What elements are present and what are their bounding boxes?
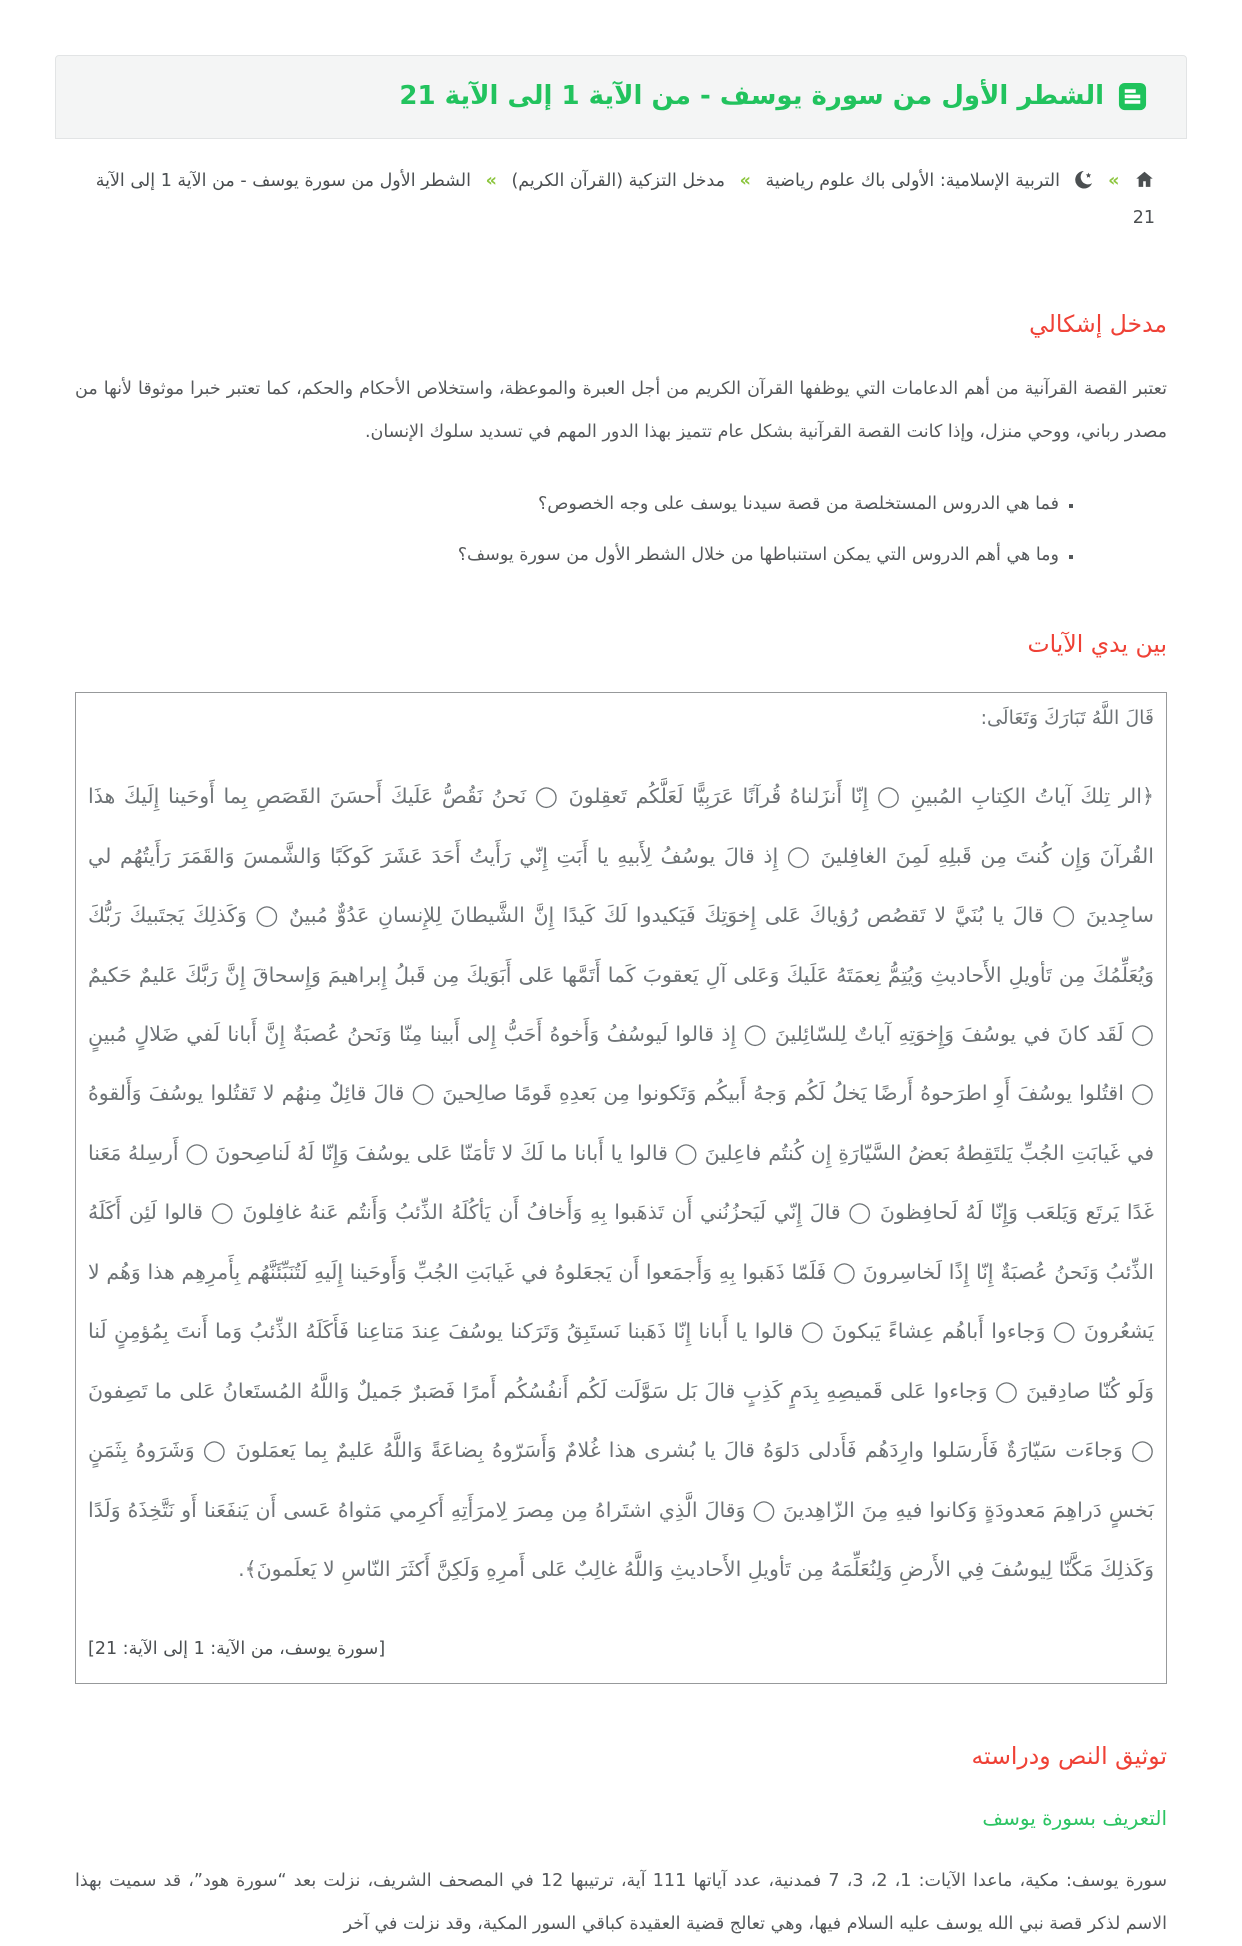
intro-questions-list [75, 488, 1167, 573]
breadcrumb-link-subject[interactable]: التربية الإسلامية: الأولى باك علوم رياضية [765, 170, 1060, 191]
study-paragraph: سورة يوسف: مكية، ماعدا الآيات: 1، 2، 3، 7 فمدنية، عدد آياتها 111 آية، ترتيبها 12 في المصحف الشريف، نزلت بعد “سورة هود”، قد سميت بهذا الاسم لذكر قصة نبي الله يوسف عليه السلام فيها، وهي تعالج قضية العقيدة كباقي السور المكية، وقد نزلت في آخر [75, 1871, 1168, 1935]
breadcrumb [55, 139, 1187, 252]
breadcrumb-link-unit[interactable]: مدخل التزكية (القرآن الكريم) [511, 170, 725, 191]
verses-reference: [سورة يوسف، من الآية: 1 إلى الآية: 21] [88, 1639, 386, 1660]
study-subheading: التعريف بسورة يوسف [982, 1806, 1167, 1831]
breadcrumb-separator: » [485, 170, 497, 191]
home-icon [1134, 169, 1155, 190]
question-item: ▪ فما هي الدروس المستخلصة من قصة سيدنا يوسف على وجه الخصوص؟ [75, 488, 1059, 521]
lesson-list-icon [1117, 81, 1148, 112]
home-link[interactable] [1134, 169, 1155, 190]
lesson-content [55, 310, 1187, 1946]
study-heading: توثيق النص ودراسته [971, 1742, 1167, 1771]
page-title: الشطر الأول من سورة يوسف - من الآية 1 إلى الآية 21 [399, 81, 1104, 111]
breadcrumb-separator: » [1108, 170, 1120, 191]
breadcrumb-separator: » [739, 170, 751, 191]
star-crescent-icon [1073, 169, 1094, 190]
verses-heading: بين يدي الآيات [1027, 630, 1167, 659]
verses-quote-box [75, 692, 1167, 1684]
intro-heading: مدخل إشكالي [1029, 310, 1167, 339]
page-header [55, 55, 1187, 139]
question-item: ▪ وما هي أهم الدروس التي يمكن استنباطها من خلال الشطر الأول من سورة يوسف؟ [75, 539, 1059, 572]
intro-paragraph: تعتبر القصة القرآنية من أهم الدعامات التي يوظفها القرآن الكريم من أجل العبرة والموعظة، واستخلاص الأحكام والحكم، كما تعتبر خبرا موثوقا لأنها من مصدر رباني، ووحي منزل، وإذا كانت القصة القرآنية بشكل عام تتميز بهذا الدور المهم في تسديد سلوك الإنسان. [75, 379, 1167, 442]
verses-intro-line: قَالَ اللَّهُ تَبَارَكَ وَتَعَالَى: [980, 707, 1154, 730]
quran-passage: ﴿الر تِلكَ آياتُ الكِتابِ المُبينِ ◯ إِنّا أَنزَلناهُ قُرآنًا عَرَبِيًّا لَعَلَّكُم تَعقِلونَ ◯ نَحنُ نَقُصُّ عَلَيكَ أَحسَنَ القَصَصِ بِما أَوحَينا إِلَيكَ هذَا القُرآنَ وَإِن كُنتَ مِن قَبلِهِ لَمِنَ الغافِلينَ ◯ إِذ قالَ يوسُفُ لِأَبيهِ يا أَبَتِ إِنّي رَأَيتُ أَحَدَ عَشَرَ كَوكَبًا وَالشَّمسَ وَالقَمَرَ رَأَيتُهُم لي ساجِدينَ ◯ قالَ يا بُنَيَّ لا تَقصُص رُؤياكَ عَلى إِخوَتِكَ فَيَكيدوا لَكَ كَيدًا إِنَّ الشَّيطانَ لِلإِنسانِ عَدُوٌّ مُبينٌ ◯ وَكَذلِكَ يَجتَبيكَ رَبُّكَ وَيُعَلِّمُكَ مِن تَأويلِ الأَحاديثِ وَيُتِمُّ نِعمَتَهُ عَلَيكَ وَعَلى آلِ يَعقوبَ كَما أَتَمَّها عَلى أَبَوَيكَ مِن قَبلُ إِبراهيمَ وَإِسحاقَ إِنَّ رَبَّكَ عَليمٌ حَكيمٌ ◯ لَقَد كانَ في يوسُفَ وَإِخوَتِهِ آياتٌ لِلسّائِلينَ ◯ إِذ قالوا لَيوسُفُ وَأَخوهُ أَحَبُّ إِلى أَبينا مِنّا وَنَحنُ عُصبَةٌ إِنَّ أَبانا لَفي ضَلالٍ مُبينٍ ◯ اقتُلوا يوسُفَ أَوِ اطرَحوهُ أَرضًا يَخلُ لَكُم وَجهُ أَبيكُم وَتَكونوا مِن بَعدِهِ قَومًا صالِحينَ ◯ قالَ قائِلٌ مِنهُم لا تَقتُلوا يوسُفَ وَأَلقوهُ في غَيابَتِ الجُبِّ يَلتَقِطهُ بَعضُ السَّيّارَةِ إِن كُنتُم فاعِلينَ ◯ قالوا يا أَبانا ما لَكَ لا تَأمَنّا عَلى يوسُفَ وَإِنّا لَهُ لَناصِحونَ ◯ أَرسِلهُ مَعَنا غَدًا يَرتَع وَيَلعَب وَإِنّا لَهُ لَحافِظونَ ◯ قالَ إِنّي لَيَحزُنُني أَن تَذهَبوا بِهِ وَأَخافُ أَن يَأكُلَهُ الذِّئبُ وَأَنتُم عَنهُ غافِلونَ ◯ قالوا لَئِن أَكَلَهُ الذِّئبُ وَنَحنُ عُصبَةٌ إِنّا إِذًا لَخاسِرونَ ◯ فَلَمّا ذَهَبوا بِهِ وَأَجمَعوا أَن يَجعَلوهُ في غَيابَتِ الجُبِّ وَأَوحَينا إِلَيهِ لَتُنَبِّئَنَّهُم بِأَمرِهِم هذا وَهُم لا يَشعُرونَ ◯ وَجاءوا أَباهُم عِشاءً يَبكونَ ◯ قالوا يا أَبانا إِنّا ذَهَبنا نَستَبِقُ وَتَرَكنا يوسُفَ عِندَ مَتاعِنا فَأَكَلَهُ الذِّئبُ وَما أَنتَ بِمُؤمِنٍ لَنا وَلَو كُنّا صادِقينَ ◯ وَجاءوا عَلى قَميصِهِ بِدَمٍ كَذِبٍ قالَ بَل سَوَّلَت لَكُم أَنفُسُكُم أَمرًا فَصَبرٌ جَميلٌ وَاللَّهُ المُستَعانُ عَلى ما تَصِفونَ ◯ وَجاءَت سَيّارَةٌ فَأَرسَلوا وارِدَهُم فَأَدلى دَلوَهُ قالَ يا بُشرى هذا غُلامٌ وَأَسَرّوهُ بِضاعَةً وَاللَّهُ عَليمٌ بِما يَعمَلونَ ◯ وَشَرَوهُ بِثَمَنٍ بَخسٍ دَراهِمَ مَعدودَةٍ وَكانوا فيهِ مِنَ الزّاهِدينَ ◯ وَقالَ الَّذِي اشتَراهُ مِن مِصرَ لِامرَأَتِهِ أَكرِمي مَثواهُ عَسى أَن يَنفَعَنا أَو نَتَّخِذَهُ وَلَدًا وَكَذلِكَ مَكَّنّا لِيوسُفَ فِي الأَرضِ وَلِنُعَلِّمَهُ مِن تَأويلِ الأَحاديثِ وَاللَّهُ غالِبٌ عَلى أَمرِهِ وَلَكِنَّ أَكثَرَ النّاسِ لا يَعلَمونَ﴾. [88, 784, 1154, 1581]
breadcrumb-current: الشطر الأول من سورة يوسف - من الآية 1 إلى الآية 21 [95, 170, 1155, 229]
